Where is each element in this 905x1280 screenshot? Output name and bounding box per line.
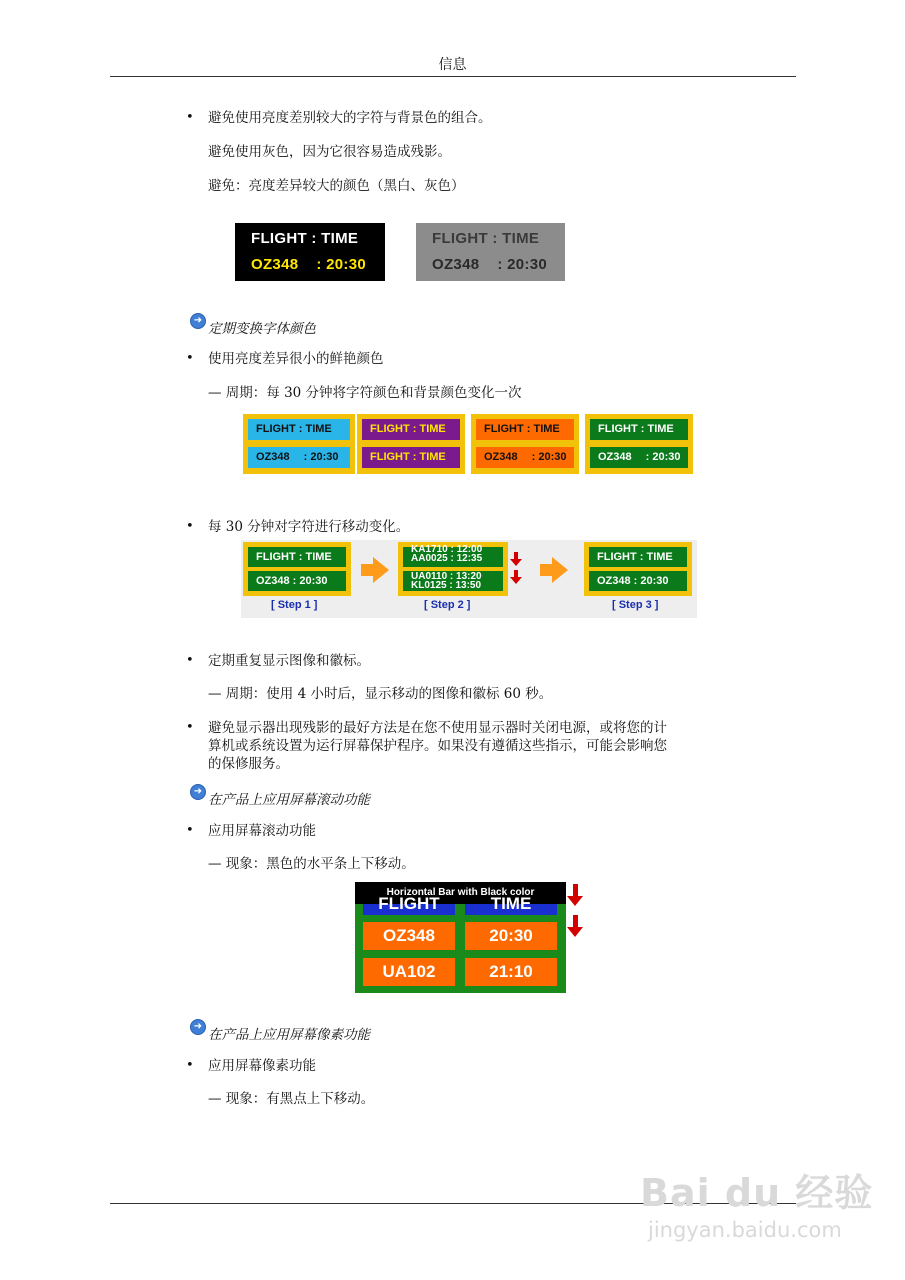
step1-top: FLIGHT : TIME [248,547,346,567]
best-way-line3: 的保修服务。 [208,756,289,772]
cell-oz348: OZ348 [363,922,455,950]
bullet-dot: • [186,653,194,668]
header-rule [110,76,796,77]
font-color-period-text: — 周期：每 30 分钟将字符颜色和背景颜色变化一次 [208,385,522,401]
step2-top [403,544,503,567]
step2-b1: UA0110 : 13:20 [411,571,482,582]
black-box-row1: FLIGHT : TIME [251,230,359,247]
best-way-line2: 算机或系统设置为运行屏幕保护程序。如果没有遵循这些指示，可能会影响您 [208,738,667,754]
step2-a2: AA0025 : 12:35 [411,553,483,564]
black-horizontal-bar: Horizontal Bar with Black color [355,882,566,904]
cell-ua102: UA102 [363,958,455,986]
scroll-heading: 在产品上应用屏幕滚动功能 [208,792,370,808]
gray-contrast-box [416,223,565,281]
header-time-text: TIME [490,894,532,913]
cell-2030: 20:30 [465,922,557,950]
color-box-orange [471,414,579,474]
arrow-right-icon [361,564,373,576]
step1-label: [ Step 1 ] [271,599,318,611]
font-color-heading: 定期变换字体颜色 [208,321,316,337]
black-box-flight: OZ348 [251,256,299,273]
arrow-circle-icon: ➜ [190,1019,206,1035]
color-box-cyan-bottom [248,447,350,468]
bullet-dot: • [186,823,194,838]
scroll-figure-box [355,882,566,993]
avoid-bullet-text: 避免使用亮度差别较大的字符与背景色的组合。 [208,110,492,126]
arrow-down-icon-head [510,577,522,584]
color-box-cyan-top: FLIGHT : TIME [248,419,350,440]
bullet-dot: • [186,110,194,125]
arrow-down-icon [514,552,518,559]
arrow-down-icon-head [567,927,583,937]
arrow-down-icon-head [567,896,583,906]
color-box-purple [357,414,465,474]
step3-bottom: OZ348 : 20:30 [589,571,687,591]
green-time: : 20:30 [645,451,681,463]
step3-box [584,542,692,596]
step3-top: FLIGHT : TIME [589,547,687,567]
bullet-dot: • [186,519,194,534]
header-flight-text: FLIGHT [378,894,440,913]
baidu-watermark-url: jingyan.baidu.com [648,1218,842,1242]
scroll-bullet-text: 应用屏幕滚动功能 [208,823,316,839]
orange-code: OZ348 [484,451,518,463]
scroll-phenomenon-text: — 现象：黑色的水平条上下移动。 [208,856,415,872]
pixel-heading: 在产品上应用屏幕像素功能 [208,1027,370,1043]
step2-bottom [403,571,503,591]
cell-2110: 21:10 [465,958,557,986]
color-box-green-bottom [590,447,688,468]
step1-bottom: OZ348 : 20:30 [248,571,346,591]
pixel-bullet-text: 应用屏幕像素功能 [208,1058,316,1074]
baidu-watermark-logo: Bai du 经验 [640,1171,874,1215]
color-box-orange-top: FLIGHT : TIME [476,419,574,440]
font-color-bullet-text: 使用亮度差异很小的鲜艳颜色 [208,351,384,367]
step3-label: [ Step 3 ] [612,599,659,611]
step1-box [243,542,351,596]
repeat-period-text: — 周期：使用 4 小时后，显示移动的图像和徽标 60 秒。 [208,686,553,702]
arrow-down-icon [573,884,578,896]
arrow-down-icon [514,570,518,577]
avoid-colors-text: 避免：亮度差异较大的颜色（黑白、灰色） [208,178,465,194]
step2-a1: KA1710 : 12:00 [411,544,483,555]
color-box-cyan [243,414,355,474]
color-box-purple-top: FLIGHT : TIME [362,419,460,440]
black-box-row2 [251,256,366,273]
best-way-line1: 避免显示器出现残影的最好方法是在您不使用显示器时关闭电源，或将您的计 [208,720,667,736]
cyan-time: : 20:30 [303,451,339,463]
arrow-circle-icon: ➜ [190,784,206,800]
avoid-gray-text: 避免使用灰色，因为它很容易造成残影。 [208,144,451,160]
step2-box [398,542,508,596]
orange-time: : 20:30 [531,451,567,463]
color-box-green [585,414,693,474]
arrow-right-icon [540,564,552,576]
arrow-right-icon-head [552,557,568,583]
bullet-dot: • [186,351,194,366]
black-contrast-box [235,223,385,281]
gray-box-row2 [432,256,547,273]
color-box-purple-bottom: FLIGHT : TIME [362,447,460,468]
step2-b2: KL0125 : 13:50 [411,580,482,591]
arrow-circle-icon: ➜ [190,313,206,329]
bullet-dot: • [186,1058,194,1073]
header-cell-time [465,894,557,915]
color-box-orange-bottom [476,447,574,468]
header-cell-flight [363,894,455,915]
move-chars-text: 每 30 分钟对字符进行移动变化。 [208,519,410,535]
bullet-dot: • [186,720,194,735]
arrow-down-icon-head [510,559,522,566]
color-box-green-top: FLIGHT : TIME [590,419,688,440]
gray-box-row1: FLIGHT : TIME [432,230,540,247]
steps-figure [241,540,697,618]
arrow-right-icon-head [373,557,389,583]
gray-box-flight: OZ348 [432,256,480,273]
step2-label: [ Step 2 ] [424,599,471,611]
green-code: OZ348 [598,451,632,463]
pixel-phenomenon-text: — 现象：有黑点上下移动。 [208,1091,375,1107]
black-box-time: : 20:30 [316,256,366,273]
gray-box-time: : 20:30 [497,256,547,273]
page-header-title: 信息 [438,57,467,73]
cyan-code: OZ348 [256,451,290,463]
arrow-down-icon [573,915,578,927]
repeat-bullet-text: 定期重复显示图像和徽标。 [208,653,370,669]
